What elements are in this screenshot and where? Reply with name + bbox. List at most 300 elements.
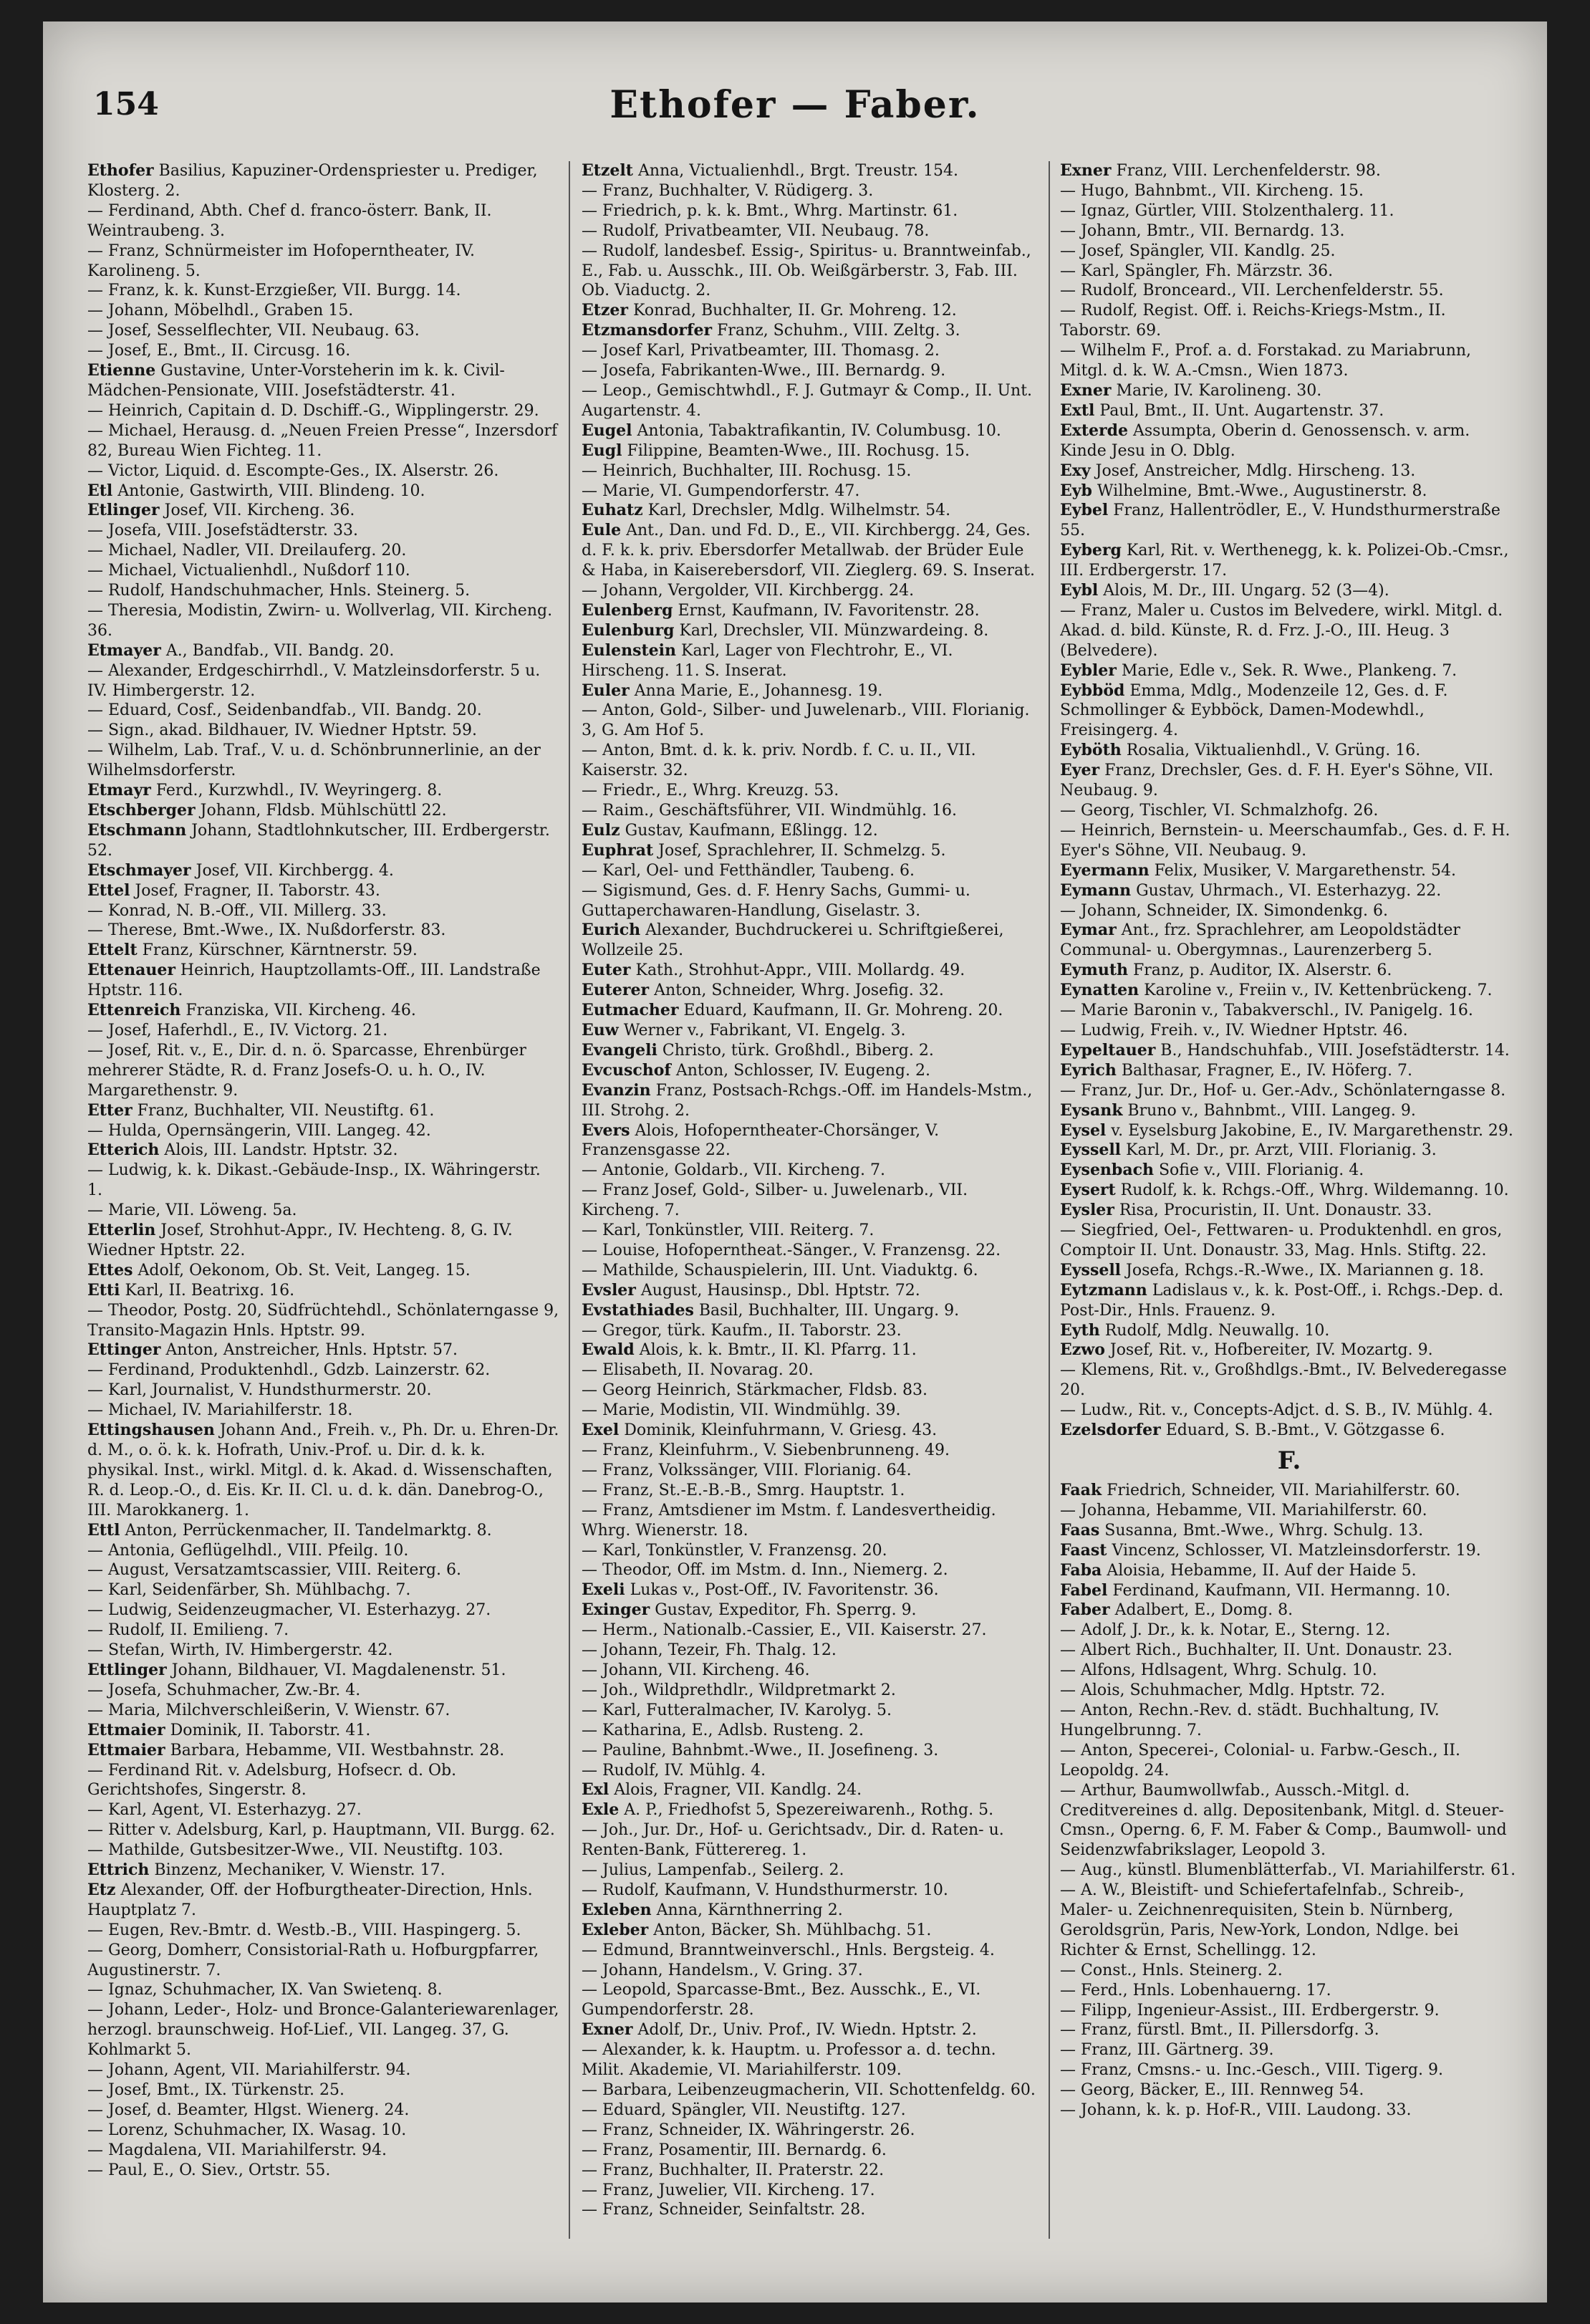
entry-text: — Friedrich, p. k. k. Bmt., Whrg. Martinstr. 61. xyxy=(582,201,958,220)
directory-entry xyxy=(87,1161,560,1201)
entry-text: Josef, Sprachlehrer, II. Schmelzg. 5. xyxy=(653,841,946,860)
entry-surname: Etzer xyxy=(582,301,629,320)
entry-text: Josef, Fragner, II. Taborstr. 43. xyxy=(130,881,380,900)
entry-text: — Josefa, Fabrikanten-Wwe., III. Bernardg. 9. xyxy=(582,362,946,380)
entry-text: — Siegfried, Oel-, Fettwaren- u. Produktenhdl. en gros, Comptoir II. Unt. Donaustr. 33, Mag. Hnls. Stiftg. 22. xyxy=(1060,1221,1503,1259)
entry-surname: Etterich xyxy=(87,1141,160,1160)
directory-entry xyxy=(582,1261,1040,1281)
entry-text: — Josef, Rit. v., E., Dir. d. n. ö. Sparcasse, Ehrenbürger mehrerer Städte, R. d. Franz Josefs-O. u. h. O., IV. Margarethenstr. 9. xyxy=(87,1041,526,1100)
directory-entry xyxy=(582,1800,1040,1820)
directory-entry xyxy=(87,921,560,941)
directory-entry xyxy=(87,461,560,481)
directory-entry xyxy=(1060,2040,1518,2060)
directory-entry xyxy=(1060,1161,1518,1181)
directory-entry xyxy=(582,361,1040,381)
entry-surname: Eyssell xyxy=(1060,1260,1122,1279)
entry-text: — Ferd., Hnls. Lobenhauerng. 17. xyxy=(1060,1981,1331,1999)
directory-entry xyxy=(582,981,1040,1001)
entry-surname: Eyth xyxy=(1060,1320,1100,1340)
directory-entry xyxy=(1060,2080,1518,2100)
entry-text: — Karl, Seidenfärber, Sh. Mühlbachg. 7. xyxy=(87,1581,411,1600)
directory-entry xyxy=(1060,261,1518,282)
directory-entry xyxy=(582,1761,1040,1781)
entry-text: Franziska, VII. Kircheng. 46. xyxy=(180,1002,416,1020)
directory-entry xyxy=(1060,1501,1518,1521)
entry-text: — Josef, Bmt., IX. Türkenstr. 25. xyxy=(87,2081,344,2099)
column-3 xyxy=(1060,161,1518,2239)
entry-text: — Theodor, Postg. 20, Südfrüchtehdl., Schönlaterngasse 9, Transito-Magazin Hnls. Hptstr. 99. xyxy=(87,1301,559,1340)
directory-entry xyxy=(582,861,1040,881)
entry-text: — Ferdinand, Abth. Chef d. franco-österr. Bank, II. Weintraubeng. 3. xyxy=(87,201,492,240)
entry-text: Ant., frz. Sprachlehrer, am Leopoldstädter Communal- u. Obergymnas., Laurenzerberg 5. xyxy=(1060,921,1460,960)
entry-text: — Sigismund, Ges. d. F. Henry Sachs, Gummi- u. Guttaperchawaren-Handlung, Giselastr. 3. xyxy=(582,881,970,920)
column-divider xyxy=(1049,161,1050,2239)
entry-text: Karl, Drechsler, Mdlg. Wilhelmstr. 54. xyxy=(642,501,951,520)
directory-entry xyxy=(87,1340,560,1360)
entry-text: — Franz, Buchhalter, II. Praterstr. 22. xyxy=(582,2161,885,2179)
entry-text: — Ludwig, k. k. Dikast.-Gebäude-Insp., IX. Währingerstr. 1. xyxy=(87,1161,541,1200)
entry-text: — Marie, VII. Löweng. 5a. xyxy=(87,1201,297,1220)
entry-text: Ferdinand, Kaufmann, VII. Hermanng. 10. xyxy=(1107,1581,1451,1600)
entry-surname: Ettinger xyxy=(87,1340,161,1360)
entry-text: Ferd., Kurzwhdl., IV. Weyringerg. 8. xyxy=(150,782,443,800)
entry-text: — Alexander, Erdgeschirrhdl., V. Matzleinsdorferstr. 5 u. IV. Himbergerstr. 12. xyxy=(87,661,541,700)
entry-text: — Michael, Nadler, VII. Dreilauferg. 20. xyxy=(87,542,407,560)
directory-entry xyxy=(582,481,1040,501)
directory-entry xyxy=(1060,1321,1518,1341)
entry-surname: Etienne xyxy=(87,361,156,380)
directory-entry xyxy=(582,441,1040,461)
directory-entry xyxy=(87,881,560,901)
entry-text: — Franz, Volkssänger, VIII. Florianig. 64. xyxy=(582,1461,912,1479)
entry-text: Rudolf, k. k. Rchgs.-Off., Whrg. Wildemanng. 10. xyxy=(1115,1181,1509,1200)
directory-entry xyxy=(582,1901,1040,1921)
directory-entry xyxy=(582,1620,1040,1641)
entry-text: Josef, VII. Kirchbergg. 4. xyxy=(191,861,394,880)
entry-text: — Sign., akad. Bildhauer, IV. Wiedner Hptstr. 59. xyxy=(87,721,477,740)
entry-surname: Etzmansdorfer xyxy=(582,321,713,340)
directory-entry xyxy=(87,521,560,541)
entry-text: — Georg, Bäcker, E., III. Rennweg 54. xyxy=(1060,2081,1364,2100)
directory-entry xyxy=(582,521,1040,581)
directory-entry xyxy=(87,241,560,282)
directory-entry xyxy=(87,721,560,741)
directory-entry xyxy=(87,1600,560,1620)
entry-text: Sofie v., VIII. Florianig. 4. xyxy=(1153,1161,1364,1180)
entry-text: — Karl, Futteralmacher, IV. Karolyg. 5. xyxy=(582,1701,892,1719)
directory-entry xyxy=(582,841,1040,861)
entry-text: Marie, Edle v., Sek. R. Wwe., Plankeng. 7. xyxy=(1116,661,1458,680)
directory-entry xyxy=(1060,1581,1518,1601)
entry-text: Dominik, Kleinfuhrmann, V. Griesg. 43. xyxy=(619,1421,938,1440)
directory-entry xyxy=(1060,1701,1518,1741)
entry-surname: Eyb xyxy=(1060,481,1092,500)
directory-entry xyxy=(582,1281,1040,1301)
entry-surname: Evanzin xyxy=(582,1080,651,1100)
entry-surname: Exel xyxy=(582,1421,620,1440)
directory-entry xyxy=(1060,921,1518,961)
column-divider xyxy=(569,161,570,2239)
entry-surname: Eyböth xyxy=(1060,741,1122,760)
entry-text: Heinrich, Hauptzollamts-Off., III. Landstraße Hptstr. 116. xyxy=(87,961,541,1000)
entry-text: — Franz, III. Gärtnerg. 39. xyxy=(1060,2041,1274,2060)
entry-text: — Johann, Agent, VII. Mariahilferstr. 94. xyxy=(87,2061,411,2080)
entry-text: Gustav, Kaufmann, Eßlingg. 12. xyxy=(620,821,878,840)
entry-text: — Franz, Maler u. Custos im Belvedere, wirkl. Mitgl. d. Akad. d. bild. Künste, R. d. Frz. J.-O., III. Heug. 3 (Belvedere). xyxy=(1060,601,1503,660)
entry-text: — Rudolf, IV. Mühlg. 4. xyxy=(582,1761,766,1780)
entry-text: — Friedr., E., Whrg. Kreuzg. 53. xyxy=(582,782,839,800)
entry-text: — Johann, Handelsm., V. Gring. 37. xyxy=(582,1961,863,1979)
entry-text: — Paul, E., O. Siev., Ortstr. 55. xyxy=(87,2161,331,2179)
entry-text: Eduard, S. B.-Bmt., V. Götzgasse 6. xyxy=(1160,1421,1445,1440)
directory-entry xyxy=(87,2000,560,2060)
entry-text: — Julius, Lampenfab., Seilerg. 2. xyxy=(582,1861,844,1880)
directory-entry xyxy=(1060,1561,1518,1581)
directory-entry xyxy=(87,1521,560,1541)
entry-text: — Anton, Bmt. d. k. k. priv. Nordb. f. C. u. II., VII. Kaiserstr. 32. xyxy=(582,741,976,780)
directory-entry xyxy=(1060,2001,1518,2021)
entry-text: — Ludwig, Seidenzeugmacher, VI. Esterhazyg. 27. xyxy=(87,1601,491,1620)
entry-text: — Franz, fürstl. Bmt., II. Pillersdorfg. 3. xyxy=(1060,2021,1379,2040)
directory-entry xyxy=(87,1941,560,1981)
directory-entry xyxy=(87,1701,560,1721)
entry-text: — Katharina, E., Adlsb. Rusteng. 2. xyxy=(582,1721,864,1739)
directory-entry xyxy=(582,1001,1040,1021)
directory-entry xyxy=(582,1021,1040,1041)
page-number: 154 xyxy=(93,86,159,123)
directory-entry xyxy=(1060,1741,1518,1781)
entry-text: — Wilhelm F., Prof. a. d. Forstakad. zu Mariabrunn, Mitgl. d. k. W. A.-Cmsn., Wien 1873. xyxy=(1060,342,1472,380)
entry-text: Adolf, Oekonom, Ob. St. Veit, Langeg. 15. xyxy=(132,1261,471,1279)
entry-text: Johann, Stadtlohnkutscher, III. Erdbergerstr. 52. xyxy=(87,821,550,860)
entry-text: Karl, Rit. v. Werthenegg, k. k. Polizei-Ob.-Cmsr., III. Erdbergerstr. 17. xyxy=(1060,542,1509,580)
entry-surname: Ettl xyxy=(87,1520,120,1540)
entry-text: — Hulda, Opernsängerin, VIII. Langeg. 42. xyxy=(87,1121,431,1140)
entry-text: — Antonie, Goldarb., VII. Kircheng. 7. xyxy=(582,1161,885,1180)
directory-entry xyxy=(87,1401,560,1421)
directory-entry xyxy=(1060,681,1518,741)
directory-entry xyxy=(582,181,1040,201)
entry-text: — Heinrich, Buchhalter, III. Rochusg. 15. xyxy=(582,461,912,480)
entry-text: — Ignaz, Schuhmacher, IX. Van Swietenq. 8. xyxy=(87,1981,443,1999)
entry-text: Ladislaus v., k. k. Post-Off., i. Rchgs.-Dep. d. Post-Dir., Hnls. Frauenz. 9. xyxy=(1060,1281,1504,1320)
entry-text: — Rudolf, landesbef. Essig-, Spiritus- u. Branntweinfab., E., Fab. u. Ausschk., III. Ob. Weißgärberstr. 3, Fab. III. Ob. Viaductg. 2. xyxy=(582,241,1031,300)
directory-entry xyxy=(582,1401,1040,1421)
entry-surname: Etlinger xyxy=(87,501,160,520)
entry-surname: Eyrich xyxy=(1060,1060,1117,1080)
directory-entry xyxy=(582,2040,1040,2080)
directory-entry xyxy=(1060,1681,1518,1701)
entry-text: Franz, Kürschner, Kärntnerstr. 59. xyxy=(137,941,418,960)
entry-surname: Eymar xyxy=(1060,921,1117,940)
entry-surname: Eulenberg xyxy=(582,600,673,620)
directory-entry xyxy=(87,1001,560,1021)
directory-entry xyxy=(87,2141,560,2161)
entry-text: Gustav, Uhrmach., VI. Esterhazyg. 22. xyxy=(1131,881,1442,900)
directory-entry xyxy=(582,421,1040,441)
entry-surname: Ettel xyxy=(87,880,130,900)
directory-entry xyxy=(1060,1221,1518,1261)
directory-entry xyxy=(1060,1181,1518,1201)
directory-entry xyxy=(87,341,560,361)
directory-entry xyxy=(1060,1641,1518,1661)
directory-entry xyxy=(582,1221,1040,1241)
entry-text: — Const., Hnls. Steinerg. 2. xyxy=(1060,1961,1283,1979)
directory-entry xyxy=(1060,1061,1518,1081)
entry-text: Adolf, Dr., Univ. Prof., IV. Wiedn. Hptstr. 2. xyxy=(632,2021,977,2040)
directory-entry xyxy=(1060,401,1518,421)
directory-entry xyxy=(1060,861,1518,881)
entry-surname: Ettelt xyxy=(87,941,138,960)
directory-entry xyxy=(582,2121,1040,2141)
directory-entry xyxy=(87,161,560,201)
directory-entry xyxy=(87,1921,560,1941)
entry-text: Josef, Anstreicher, Mdlg. Hirscheng. 13. xyxy=(1090,461,1416,480)
entry-text: — Franz, St.-E.-B.-B., Smrg. Hauptstr. 1. xyxy=(582,1481,905,1499)
directory-entry xyxy=(1060,1201,1518,1221)
directory-entry xyxy=(87,1221,560,1261)
entry-text: Assumpta, Oberin d. Genossensch. v. arm. Kinde Jesu in O. Dblg. xyxy=(1060,421,1470,460)
directory-entry xyxy=(1060,421,1518,461)
directory-entry xyxy=(582,221,1040,241)
directory-entry xyxy=(582,1181,1040,1221)
directory-entry xyxy=(1060,581,1518,601)
column-2 xyxy=(582,161,1040,2239)
entry-text: — Franz, Juwelier, VII. Kircheng. 17. xyxy=(582,2181,875,2199)
directory-entry xyxy=(582,1580,1040,1600)
entry-text: Gustavine, Unter-Vorsteherin im k. k. Civil-Mädchen-Pensionate, VIII. Josefstädterstr. 41. xyxy=(87,362,505,400)
directory-entry xyxy=(1060,961,1518,981)
entry-surname: Eysert xyxy=(1060,1181,1116,1200)
entry-text: Johann, Fldsb. Mühlschüttl 22. xyxy=(195,802,447,820)
entry-text: Josef, Rit. v., Hofbereiter, IV. Mozartg. 9. xyxy=(1104,1341,1433,1360)
entry-surname: Faba xyxy=(1060,1560,1102,1580)
directory-entry xyxy=(582,321,1040,341)
directory-entry xyxy=(1060,201,1518,221)
entry-text: — August, Versatzamtscassier, VIII. Reiterg. 6. xyxy=(87,1561,461,1580)
entry-text: Gustav, Expeditor, Fh. Sperrg. 9. xyxy=(650,1601,917,1620)
directory-entry xyxy=(87,501,560,521)
entry-surname: Eyer xyxy=(1060,761,1100,780)
entry-surname: Eysler xyxy=(1060,1201,1114,1220)
directory-entry xyxy=(582,1600,1040,1620)
entry-text: — Eduard, Spängler, VII. Neustiftg. 127. xyxy=(582,2100,906,2119)
directory-entry xyxy=(582,641,1040,681)
entry-text: — Mathilde, Gutsbesitzer-Wwe., VII. Neustiftg. 103. xyxy=(87,1841,504,1860)
entry-surname: Etl xyxy=(87,481,113,500)
directory-entry xyxy=(87,541,560,561)
entry-text: — Karl, Tonkünstler, V. Franzensg. 20. xyxy=(582,1541,887,1560)
entry-text: — Johann, VII. Kircheng. 46. xyxy=(582,1661,810,1679)
entry-surname: Faak xyxy=(1060,1481,1102,1499)
directory-entry xyxy=(87,581,560,601)
entry-surname: Eytzmann xyxy=(1060,1280,1147,1300)
entry-surname: Ethofer xyxy=(87,161,154,180)
entry-surname: Ezelsdorfer xyxy=(1060,1421,1161,1440)
entry-text: Antonie, Gastwirth, VIII. Blindeng. 10. xyxy=(112,481,425,500)
entry-text: Aloisia, Hebamme, II. Auf der Haide 5. xyxy=(1102,1561,1417,1580)
entry-text: — Michael, IV. Mariahilferstr. 18. xyxy=(87,1401,353,1420)
entry-surname: Eulz xyxy=(582,820,620,840)
entry-text: — Josef, E., Bmt., II. Circusg. 16. xyxy=(87,342,351,360)
directory-entry xyxy=(582,2161,1040,2181)
entry-text: — Hugo, Bahnbmt., VII. Kircheng. 15. xyxy=(1060,181,1364,200)
entry-text: A. P., Friedhofst 5, Spezereiwarenh., Rothg. 5. xyxy=(619,1801,994,1820)
entry-text: Konrad, Buchhalter, II. Gr. Mohreng. 12. xyxy=(628,302,957,320)
entry-text: Josef, Strohhut-Appr., IV. Hechteng. 8, G. IV. Wiedner Hptstr. 22. xyxy=(87,1221,513,1259)
entry-surname: Exterde xyxy=(1060,421,1129,440)
entry-text: — Leopold, Sparcasse-Bmt., Bez. Ausschk., E., VI. Gumpendorferstr. 28. xyxy=(582,1981,981,2020)
directory-entry xyxy=(1060,2100,1518,2121)
entry-text: Marie, IV. Karolineng. 30. xyxy=(1111,381,1322,400)
directory-entry xyxy=(1060,461,1518,481)
entry-text: — Raim., Geschäftsführer, VII. Windmühlg. 16. xyxy=(582,802,957,820)
entry-text: — Ferdinand, Produktenhdl., Gdzb. Lainzerstr. 62. xyxy=(87,1361,491,1380)
directory-entry xyxy=(582,1681,1040,1701)
directory-entry xyxy=(1060,1481,1518,1501)
entry-text: Anton, Anstreicher, Hnls. Hptstr. 57. xyxy=(160,1341,458,1360)
entry-text: — Franz, Amtsdiener im Mstm. f. Landesvertheidig. Whrg. Wienerstr. 18. xyxy=(582,1501,996,1540)
entry-text: — Georg Heinrich, Stärkmacher, Fldsb. 83. xyxy=(582,1381,928,1400)
directory-entry xyxy=(1060,801,1518,821)
directory-entry xyxy=(87,1840,560,1860)
entry-text: Vincenz, Schlosser, VI. Matzleinsdorferstr. 19. xyxy=(1107,1541,1481,1560)
directory-entry xyxy=(582,1780,1040,1800)
directory-entry xyxy=(1060,1541,1518,1561)
entry-text: Franz, Buchhalter, VII. Neustiftg. 61. xyxy=(132,1101,435,1120)
entry-text: Paul, Bmt., II. Unt. Augartenstr. 37. xyxy=(1094,401,1384,420)
directory-entry xyxy=(1060,1421,1518,1441)
directory-entry xyxy=(582,341,1040,361)
directory-entry xyxy=(87,2060,560,2080)
entry-text: — Johann, k. k. p. Hof-R., VIII. Laudong. 33. xyxy=(1060,2101,1412,2120)
entry-text: — Mathilde, Schauspielerin, III. Unt. Viaduktg. 6. xyxy=(582,1261,978,1279)
entry-surname: Ewald xyxy=(582,1340,635,1360)
directory-entry xyxy=(87,701,560,721)
entry-surname: Exner xyxy=(1060,161,1112,180)
entry-text: — Herm., Nationalb.-Cassier, E., VII. Kaiserstr. 27. xyxy=(582,1621,987,1640)
entry-surname: Eysel xyxy=(1060,1120,1107,1140)
entry-text: Anton, Schneider, Whrg. Josefig. 32. xyxy=(649,981,944,1000)
directory-entry xyxy=(87,1021,560,1041)
directory-entry xyxy=(87,1741,560,1761)
entry-text: Anton, Perrückenmacher, II. Tandelmarktg. 8. xyxy=(120,1521,492,1540)
entry-text: Rudolf, Mdlg. Neuwallg. 10. xyxy=(1099,1321,1330,1340)
entry-text: — Josef, Spängler, VII. Kandlg. 25. xyxy=(1060,241,1336,260)
directory-entry xyxy=(582,1820,1040,1860)
entry-surname: Eule xyxy=(582,521,622,540)
directory-entry xyxy=(87,1360,560,1381)
entry-text: — Franz, Buchhalter, V. Rüdigerg. 3. xyxy=(582,181,874,200)
entry-surname: Eulenstein xyxy=(582,640,677,660)
directory-entry xyxy=(1060,2020,1518,2040)
entry-text: — Franz, Kleinfuhrm., V. Siebenbrunneng. 49. xyxy=(582,1441,950,1459)
directory-entry xyxy=(1060,1401,1518,1421)
directory-entry xyxy=(1060,381,1518,401)
entry-text: — Pauline, Bahnbmt.-Wwe., II. Josefineng. 3. xyxy=(582,1741,939,1759)
entry-text: — Johanna, Hebamme, VII. Mariahilferstr. 60. xyxy=(1060,1501,1427,1519)
entry-text: — Ludw., Rit. v., Concepts-Adjct. d. S. B., IV. Mühlg. 4. xyxy=(1060,1401,1493,1420)
directory-entry xyxy=(1060,741,1518,761)
directory-entry xyxy=(582,1860,1040,1881)
entry-text: Eduard, Kaufmann, II. Gr. Mohreng. 20. xyxy=(678,1002,1003,1020)
entry-surname: Eybel xyxy=(1060,501,1109,520)
entry-text: — Adolf, J. Dr., k. k. Notar, E., Sterng. 12. xyxy=(1060,1621,1391,1640)
entry-text: — Josef, d. Beamter, Hlgst. Wienerg. 24. xyxy=(87,2100,410,2119)
directory-entry xyxy=(582,1541,1040,1561)
entry-text: Johann, Bildhauer, VI. Magdalenenstr. 51. xyxy=(166,1661,506,1679)
entry-text: Alois, III. Landstr. Hptstr. 32. xyxy=(159,1141,398,1160)
entry-surname: Fabel xyxy=(1060,1580,1108,1600)
entry-text: Risa, Procuristin, II. Unt. Donaustr. 33. xyxy=(1114,1201,1432,1220)
entry-text: Adalbert, E., Domg. 8. xyxy=(1109,1601,1293,1620)
directory-entry xyxy=(582,2200,1040,2220)
entry-text: Bruno v., Bahnbmt., VIII. Langeg. 9. xyxy=(1122,1101,1416,1120)
entry-text: — Franz, Cmsns.- u. Inc.-Gesch., VIII. Tigerg. 9. xyxy=(1060,2061,1443,2080)
entry-text: Franz, Hallentrödler, E., V. Hundsthurmerstraße 55. xyxy=(1060,501,1500,540)
directory-entry xyxy=(87,1121,560,1141)
entry-text: — Antonia, Geflügelhdl., VIII. Pfeilg. 10. xyxy=(87,1541,409,1560)
entry-surname: Eysank xyxy=(1060,1100,1123,1120)
entry-surname: Exleben xyxy=(582,1900,652,1919)
entry-text: — Josefa, Schuhmacher, Zw.-Br. 4. xyxy=(87,1681,361,1699)
entry-surname: Eybböd xyxy=(1060,681,1125,700)
entry-text: — Marie Baronin v., Tabakverschl., IV. Panigelg. 16. xyxy=(1060,1002,1473,1020)
directory-entry xyxy=(1060,1021,1518,1041)
entry-surname: Euler xyxy=(582,681,630,700)
directory-page xyxy=(43,21,1547,2303)
entry-surname: Ettingshausen xyxy=(87,1421,215,1440)
column-1 xyxy=(87,161,560,2239)
entry-text: — Johann, Leder-, Holz- und Bronce-Galanteriewarenlager, herzogl. braunschweig. Hof-Lief., VII. Langeg. 37, G. Kohlmarkt 5. xyxy=(87,2001,559,2060)
directory-entry xyxy=(582,781,1040,801)
directory-entry xyxy=(582,241,1040,302)
entry-text: — Joh., Wildprethdlr., Wildpretmarkt 2. xyxy=(582,1681,896,1699)
entry-text: Felix, Musiker, V. Margarethenstr. 54. xyxy=(1149,861,1456,880)
directory-entry xyxy=(582,801,1040,821)
entry-text: — Josefa, VIII. Josefstädterstr. 33. xyxy=(87,522,358,540)
entry-text: — Albert Rich., Buchhalter, II. Unt. Donaustr. 23. xyxy=(1060,1641,1452,1660)
entry-text: — Alois, Schuhmacher, Mdlg. Hptstr. 72. xyxy=(1060,1681,1385,1700)
directory-entry xyxy=(87,401,560,421)
entry-surname: Ettrich xyxy=(87,1860,150,1880)
entry-surname: Eyberg xyxy=(1060,541,1122,560)
directory-entry xyxy=(1060,1620,1518,1641)
entry-text: v. Eyselsburg Jakobine, E., IV. Margarethenstr. 29. xyxy=(1106,1121,1513,1140)
entry-surname: Exle xyxy=(582,1800,620,1820)
entry-text: Karl, Drechsler, VII. Münzwardeing. 8. xyxy=(674,621,989,640)
directory-entry xyxy=(87,941,560,961)
entry-text: — Theodor, Off. im Mstm. d. Inn., Niemerg. 2. xyxy=(582,1561,948,1580)
directory-entry xyxy=(87,481,560,501)
directory-entry xyxy=(1060,1121,1518,1141)
entry-text: — A. W., Bleistift- und Schiefertafelnfab., Schreib-, Maler- u. Zeichnenrequisiten, Stein b. Nürnberg, Geroldsgrün, Paris, New-York, London, Ndlge. bei Richter & Ernst, Schellingg. 12. xyxy=(1060,1881,1465,1959)
directory-entry xyxy=(1060,821,1518,861)
entry-text: — Leop., Gemischtwhdl., F. J. Gutmayr & Comp., II. Unt. Augartenstr. 4. xyxy=(582,381,1033,420)
directory-entry xyxy=(87,1041,560,1101)
entry-text: — Franz, Posamentir, III. Bernardg. 6. xyxy=(582,2141,887,2159)
entry-surname: Etschmayer xyxy=(87,860,191,880)
entry-text: — Johann, Schneider, IX. Simondenkg. 6. xyxy=(1060,901,1389,920)
directory-entry xyxy=(1060,1600,1518,1620)
directory-entry xyxy=(1060,1521,1518,1541)
directory-entry xyxy=(1060,241,1518,261)
entry-surname: Evsler xyxy=(582,1280,636,1300)
directory-entry xyxy=(87,781,560,801)
entry-text: Karl, M. Dr., pr. Arzt, VIII. Florianig. 3. xyxy=(1121,1141,1437,1160)
directory-entry xyxy=(582,1741,1040,1761)
entry-text: — Wilhelm, Lab. Traf., V. u. d. Schönbrunnerlinie, an der Wilhelmsdorferstr. xyxy=(87,741,541,780)
